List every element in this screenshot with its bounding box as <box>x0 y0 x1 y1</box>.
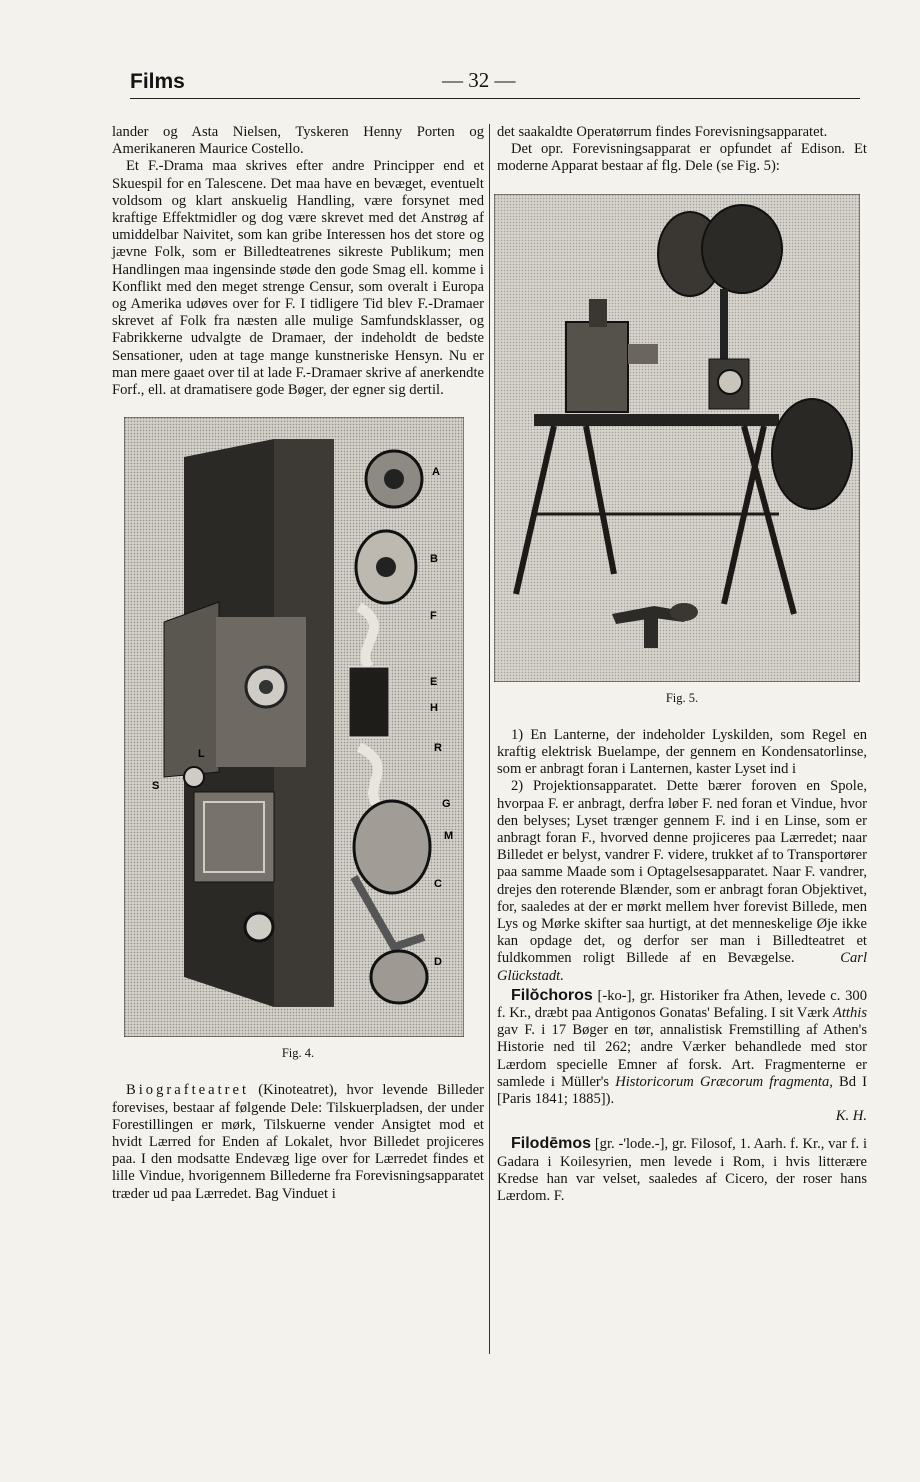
entry-text: Bd I [Paris 1841; 1885]). <box>497 1073 868 1108</box>
list-item-2 <box>497 778 867 984</box>
paragraph-biograf <box>112 1082 484 1202</box>
fig4-label-f: F <box>430 610 437 623</box>
page-number: — 32 — <box>442 68 516 92</box>
figure-4-illustration <box>124 417 464 1037</box>
fig4-label-e: E <box>430 676 438 689</box>
fig4-label-m: M <box>444 830 454 843</box>
fig4-label-c: C <box>434 878 442 891</box>
fig4-label-l: L <box>198 748 205 761</box>
fig4-label-a: A <box>432 466 440 479</box>
figure-5-caption: Fig. 5. <box>665 690 699 705</box>
entry-text: [-ko-], gr. Historiker fra Athen, levede c. 300 f. Kr., dræbt paa Antigonos Gonatas' Befaling. I sit Værk <box>497 987 867 1022</box>
list-item-2-text: 2) Projektionsapparatet. Dette bærer foroven en Spole, hvorpaa F. er anbragt, derfra løber F. ned foran et Vindue, hvor den belyses; Lyset trænger gennem F. ind i en Linse, som er anbragt foran F., hvorved denne projiceres paa Lærredet; naar Billedet er belyst, vandrer F. videre, trukket af to Transportører paa samme Maade som i Optagelsesapparatet. Naar F. vandrer, drejes den roterende Blænder, som er anbragt foran Objektivet, for, saaledes at der er mørkt mellem hver forevist Billede, men Lys og Mørke skifter saa hurtigt, at det menneskelige Øje ikke kan opdage det, og derfor ser man i Billedteatret et fuldkommen roligt Billede af en Bevægelse. <box>497 778 867 967</box>
entry-text: gav F. i 17 Bøger en tør, annalistisk Fremstilling af Athen's Historie ned til 262; andre Værker behandlede med stor Lærdom specielle Emner af forsk. Art. Fragmenterne er samlede i Müller's <box>497 1022 867 1090</box>
figure-4-caption: Fig. 4. <box>281 1046 315 1061</box>
headword-filodemos: Filodēmos <box>511 1135 592 1153</box>
fig4-label-r: R <box>434 742 442 755</box>
fig4-label-s: S <box>152 780 160 793</box>
right-column <box>497 124 867 1205</box>
fig4-label-g: G <box>442 798 451 811</box>
figure-5-projector <box>494 194 860 682</box>
entry-text: [gr. -'lode.-], gr. Filosof, 1. Aarh. f. Kr., var f. i Gadara i Koilesyrien, men levede i Rom, i hvis litterære Kredse han var velset, saaledes af Cicero, der roser hans Lærdom. F. <box>497 1136 867 1205</box>
entry-filodemos <box>497 1135 867 1205</box>
entry-filochoros <box>497 987 867 1108</box>
fig4-label-h: H <box>430 702 438 715</box>
fig4-label-d: D <box>434 956 442 969</box>
paragraph: Det opr. Forevisningsapparat er opfundet af Edison. Et moderne Apparat bestaar af flg. Dele (se Fig. 5): <box>497 141 867 175</box>
paragraph: det saakaldte Operatørrum findes Forevisningsapparatet. <box>497 124 828 140</box>
paragraph-text: (Kinoteatret), hvor levende Billeder forevises, bestaar af følgende Dele: Tilskuerpladsen, der under Forestillingen er mørk, Tilskuerne vender Ansigtet mod et hvidt Lærred for Enden af Lokalet, hvor Billedet projiceres paa. I den modsatte Endevæg lige over for Lærredet findes et lille Vindue, hvorigennem Billederne fra Forevisningsapparatet træder ud paa Lærredet. Bag Vinduet i <box>112 1082 484 1202</box>
figure-5-illustration <box>494 194 860 682</box>
headword-filochoros: Filŏchoros <box>511 986 593 1004</box>
paragraph: lander og Asta Nielsen, Tyskeren Henny Porten og Amerikaneren Maurice Costello. <box>112 124 484 158</box>
term-spaced: Biografteatret <box>126 1082 250 1099</box>
column-divider <box>489 124 490 1354</box>
paragraph: Et F.-Drama maa skrives efter andre Principper end et Skuespil for en Talescene. Det maa have en bevæget, eventuelt voldsom og klart anskuelig Handling, være forsynet med kraftige Effektmidler og dog være skrevet med det Anstrøg af umiddelbar Naivitet, som kan gribe Interessen hos det store og jævne Folk, som er Billedteatrenes sikreste Publikum; men Handlingen maa ingensinde støde den gode Smag ell. komme i Konflikt med den meget strenge Censur, som overalt i Europa og Amerika udøves over for F. I tidligere Tid blev F.-Dramaer skrevet af Folk fra næsten alle mulige Samfundsklasser, og Fabrikkerne udvalgte de Dramaer, der indeholdt de bedste Sensationer, uden at tage mange kunstneriske Hensyn. Nu er man mere gaaet over til at lade F.-Dramaer skrive af anerkendte Forf., ell. at dramatisere gode Bøger, der egner sig dertil. <box>112 158 485 399</box>
entry-title: Historicorum Græcorum fragmenta, <box>615 1073 833 1090</box>
left-column <box>112 124 484 1203</box>
author-signature: K. H. <box>835 1108 867 1125</box>
running-head: Films <box>130 70 185 93</box>
figure-4-kinetoscope-cabinet <box>124 417 464 1037</box>
page-header <box>130 68 860 99</box>
list-item-1: 1) En Lanterne, der indeholder Lyskilden, som Regel en kraftig elektrisk Buelampe, der gennem en Kondensatorlinse, som er anbragt foran i Lanternen, kaster Lyset ind i <box>497 726 867 778</box>
fig4-label-b: B <box>430 553 438 566</box>
entry-title: Atthis <box>832 1005 867 1022</box>
author-signature: Carl Glückstadt. <box>497 950 867 984</box>
